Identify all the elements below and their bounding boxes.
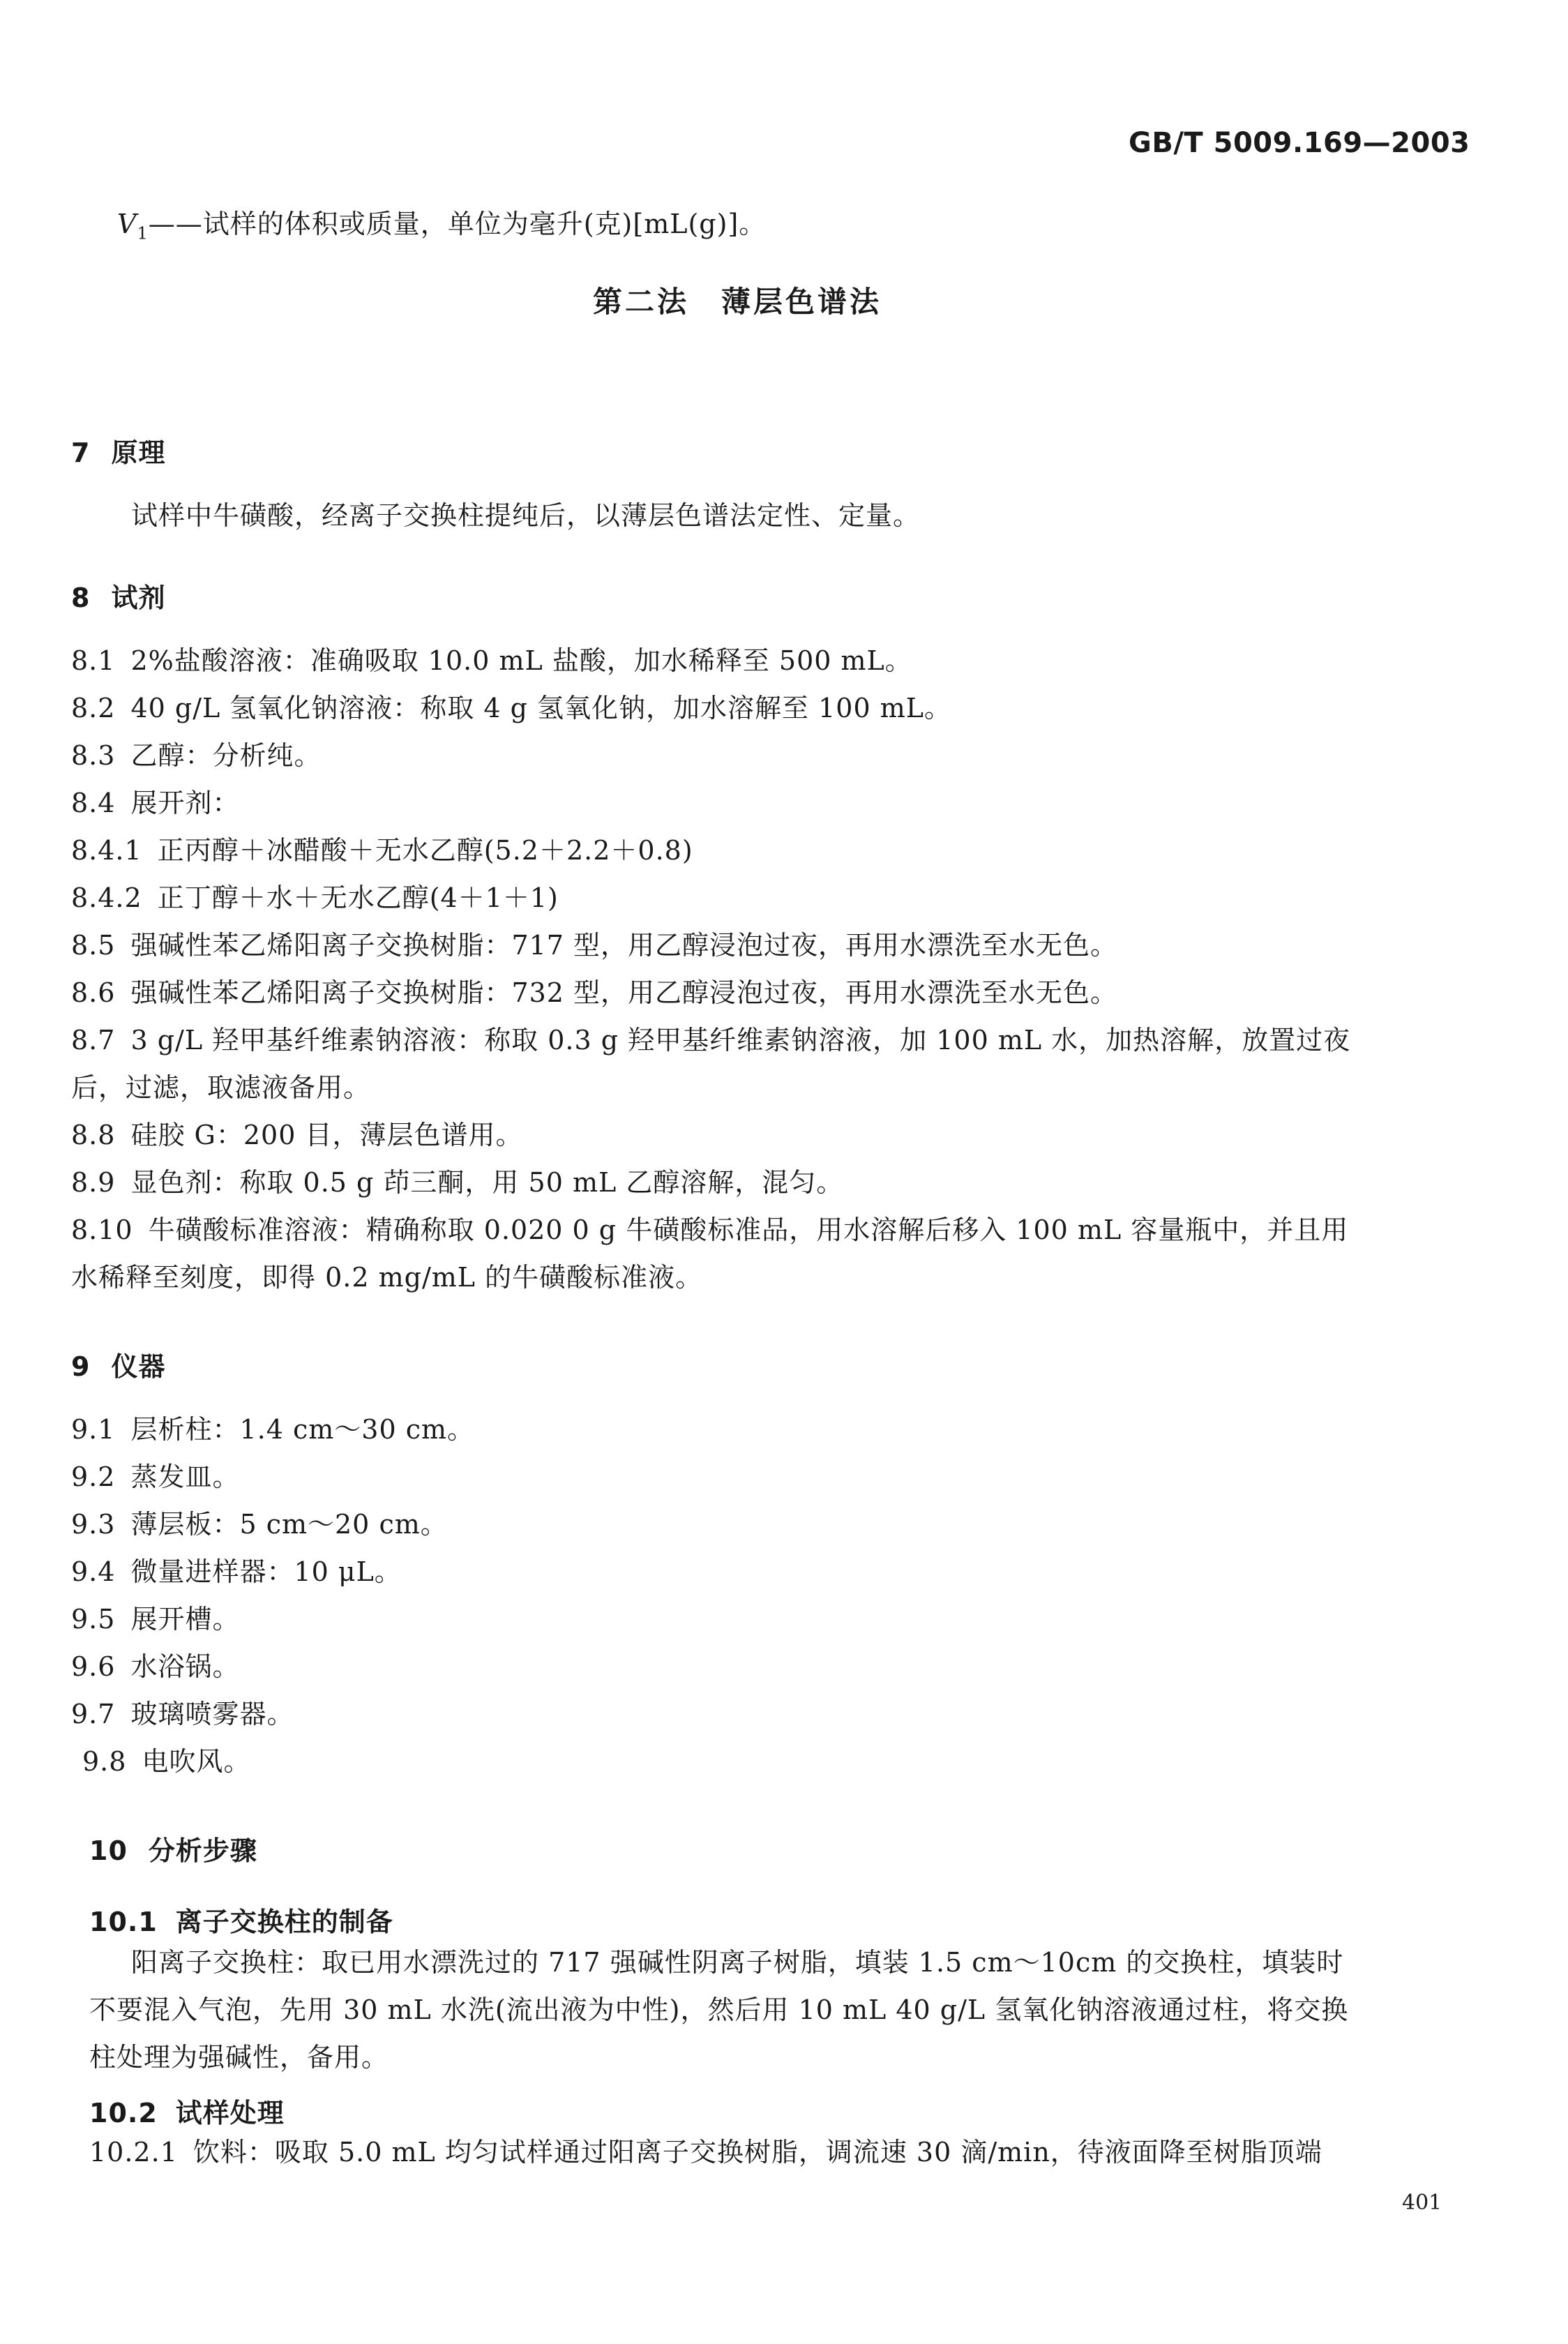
item-number: 8.6 (71, 977, 116, 1008)
method-title: 第二法 薄层色谱法 (593, 285, 882, 319)
reagent-item-8-10-continuation: 水稀释至刻度，即得 0.2 mg/mL 的牛磺酸标准液。 (71, 1262, 703, 1293)
item-number: 8.4.1 (71, 835, 142, 866)
instrument-item-9-2 (71, 1464, 239, 1490)
instrument-item-9-3 (71, 1511, 448, 1538)
instrument-item-9-5 (71, 1604, 240, 1635)
item-text: 展开剂： (130, 788, 240, 818)
subsection-10-1-heading (89, 1900, 393, 1939)
item-text: 微量进样器：10 μL。 (130, 1556, 402, 1587)
item-number: 9.2 (71, 1462, 116, 1492)
item-text: 玻璃喷雾器。 (130, 1699, 294, 1729)
subsection-number: 10.2 (89, 2098, 158, 2128)
subsection-title: 试样处理 (175, 2098, 285, 2128)
reagent-item-8-2 (71, 695, 951, 721)
instrument-item-9-6 (71, 1653, 239, 1680)
page-number: 401 (1402, 2191, 1442, 2215)
section-title: 分析步骤 (148, 1835, 257, 1866)
item-text: 正丁醇＋水＋无水乙醇(4＋1＋1) (157, 882, 559, 913)
reagent-item-8-1 (71, 647, 912, 674)
reagent-item-8-6 (71, 979, 1117, 1006)
section-number: 7 (71, 437, 91, 468)
item-number: 8.9 (71, 1167, 116, 1198)
variable-text: ——试样的体积或质量，单位为毫升(克)[mL(g)]。 (148, 209, 767, 239)
section-7-heading (71, 431, 165, 469)
item-number: 10.2.1 (89, 2137, 178, 2168)
reagent-item-8-9 (71, 1169, 843, 1196)
item-text: 显色剂：称取 0.5 g 茚三酮，用 50 mL 乙醇溶解，混匀。 (130, 1167, 844, 1198)
item-text: 饮料：吸取 5.0 mL 均匀试样通过阳离子交换树脂，调流速 30 滴/min，待液面降至树脂顶端 (193, 2137, 1322, 2168)
item-text: 层析柱：1.4 cm～30 cm。 (130, 1414, 475, 1445)
reagent-item-8-4 (71, 790, 239, 816)
subsection-10-1-line-2: 不要混入气泡，先用 30 mL 水洗(流出液为中性)，然后用 10 mL 40 g/L 氢氧化钠溶液通过柱，将交换 (89, 1994, 1349, 2025)
item-text: 强碱性苯乙烯阳离子交换树脂：717 型，用乙醇浸泡过夜，再用水漂洗至水无色。 (130, 930, 1118, 961)
item-number: 9.3 (71, 1509, 116, 1540)
section-number: 8 (71, 583, 91, 613)
item-text: 40 g/L 氢氧化钠溶液：称取 4 g 氢氧化钠，加水溶解至 100 mL。 (130, 693, 952, 723)
item-text: 3 g/L 羟甲基纤维素钠溶液：称取 0.3 g 羟甲基纤维素钠溶液，加 100 mL 水，加热溶解，放置过夜 (130, 1025, 1351, 1055)
section-title: 试剂 (111, 583, 166, 613)
standard-code: GB/T 5009.169—2003 (1129, 127, 1470, 159)
instrument-item-9-4 (71, 1558, 402, 1585)
item-text: 乙醇：分析纯。 (130, 740, 322, 771)
item-number: 9.1 (71, 1414, 116, 1445)
item-text: 强碱性苯乙烯阳离子交换树脂：732 型，用乙醇浸泡过夜，再用水漂洗至水无色。 (130, 977, 1118, 1008)
item-text: 水浴锅。 (130, 1651, 240, 1682)
item-text: 薄层板：5 cm～20 cm。 (130, 1509, 448, 1540)
reagent-item-8-10 (71, 1217, 1348, 1243)
item-text: 展开槽。 (130, 1604, 240, 1635)
reagent-item-8-3 (71, 742, 321, 769)
item-number: 9.8 (82, 1746, 127, 1777)
item-number: 9.5 (71, 1604, 116, 1635)
item-number: 8.5 (71, 930, 116, 961)
subsection-10-1-line-3: 柱处理为强碱性，备用。 (89, 2042, 389, 2073)
variable-definition (117, 211, 766, 242)
instrument-item-9-7 (71, 1701, 294, 1727)
item-number: 8.2 (71, 693, 116, 723)
reagent-item-8-4-2 (71, 882, 559, 913)
item-text: 正丙醇＋冰醋酸＋无水乙醇(5.2＋2.2＋0.8) (157, 835, 693, 866)
section-10-heading (89, 1829, 257, 1868)
item-text: 牛磺酸标准溶液：精确称取 0.020 0 g 牛磺酸标准品，用水溶解后移入 100 mL 容量瓶中，并且用 (148, 1215, 1349, 1245)
instrument-item-9-1 (71, 1416, 474, 1443)
reagent-item-8-5 (71, 932, 1117, 959)
section-number: 10 (89, 1835, 128, 1866)
subsection-number: 10.1 (89, 1907, 158, 1937)
section-7-paragraph: 试样中牛磺酸，经离子交换柱提纯后，以薄层色谱法定性、定量。 (131, 500, 921, 531)
section-number: 9 (71, 1351, 91, 1382)
item-number: 8.3 (71, 740, 116, 771)
item-text: 蒸发皿。 (130, 1462, 240, 1492)
subsection-title: 离子交换柱的制备 (175, 1907, 393, 1937)
section-title: 原理 (111, 437, 166, 468)
item-number: 9.7 (71, 1699, 116, 1729)
item-text: 电吹风。 (142, 1746, 251, 1777)
item-number: 8.1 (71, 645, 116, 676)
subsection-10-2-heading (89, 2091, 285, 2130)
item-text: 硅胶 G：200 目，薄层色谱用。 (130, 1120, 523, 1150)
item-number: 8.4.2 (71, 882, 142, 913)
reagent-item-8-7-continuation: 后，过滤，取滤液备用。 (71, 1072, 371, 1103)
item-text: 2%盐酸溶液：准确吸取 10.0 mL 盐酸，加水稀释至 500 mL。 (130, 645, 912, 676)
sample-item-10-2-1 (89, 2137, 1322, 2168)
section-9-heading (71, 1345, 165, 1383)
item-number: 8.4 (71, 788, 116, 818)
reagent-item-8-8 (71, 1122, 522, 1148)
variable-subscript: 1 (137, 223, 149, 243)
item-number: 8.10 (71, 1215, 133, 1245)
item-number: 9.6 (71, 1651, 116, 1682)
reagent-item-8-4-1 (71, 837, 693, 864)
subsection-10-1-line-1: 阳离子交换柱：取已用水漂洗过的 717 强碱性阴离子树脂，填装 1.5 cm～10cm 的交换柱，填装时 (131, 1947, 1344, 1978)
item-number: 8.7 (71, 1025, 116, 1055)
reagent-item-8-7 (71, 1027, 1350, 1053)
section-title: 仪器 (111, 1351, 166, 1382)
variable-symbol: V (117, 209, 137, 239)
item-number: 9.4 (71, 1556, 116, 1587)
instrument-item-9-8 (82, 1748, 250, 1775)
item-number: 8.8 (71, 1120, 116, 1150)
section-8-heading (71, 576, 165, 615)
